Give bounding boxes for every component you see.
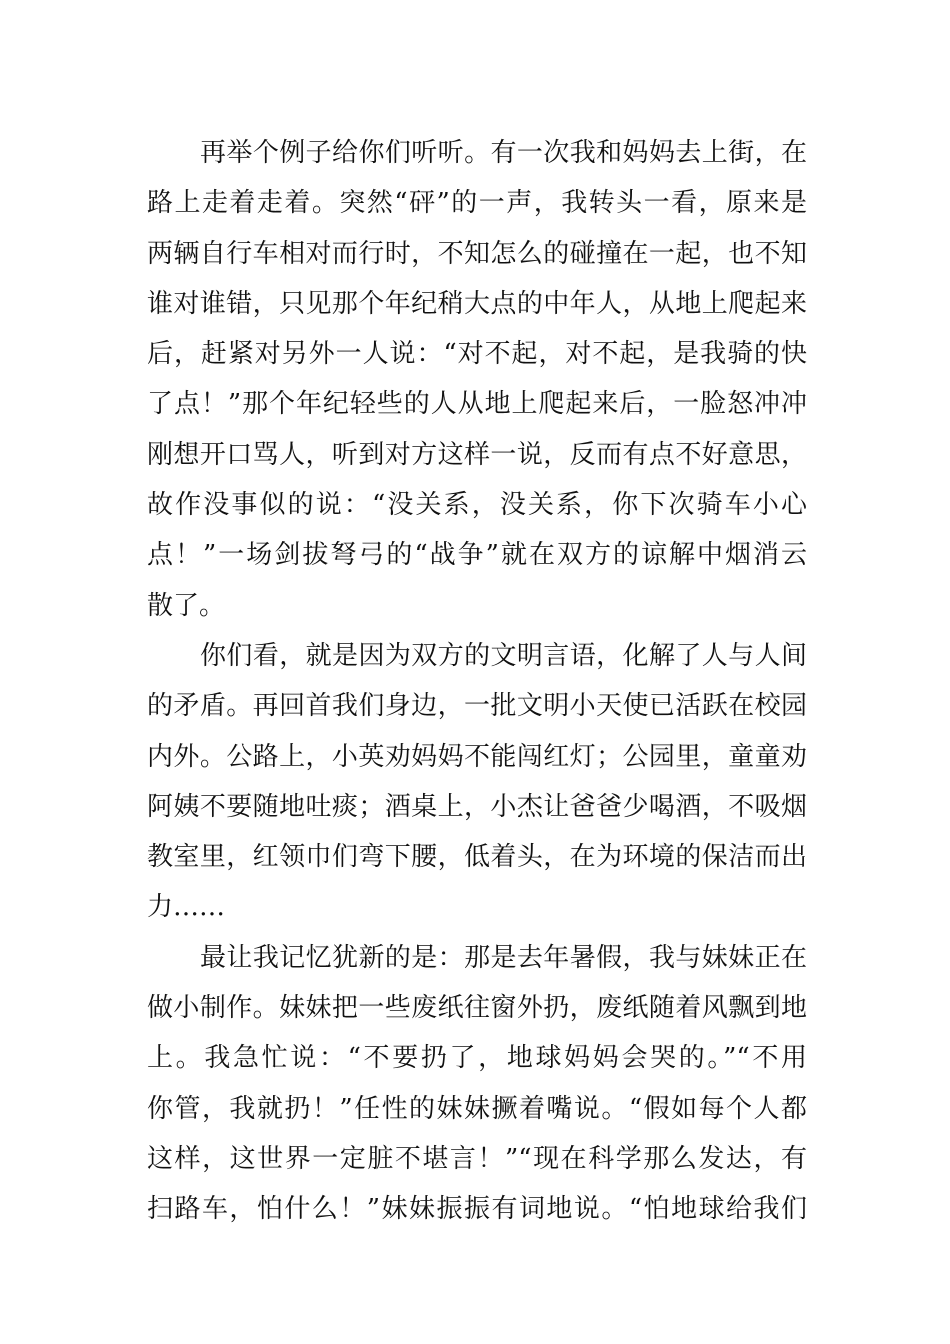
document-body [147,128,807,1235]
paragraph-1 [147,128,807,631]
text-line: 阿姨不要随地吐痰；酒桌上，小杰让爸爸少喝酒，不吸烟 [147,791,807,822]
text-line: 再举个例子给你们听听。有一次我和妈妈去上街，在 [200,138,807,168]
paragraph-3 [147,933,807,1235]
text-line: 最让我记忆犹新的是：那是去年暑假，我与妹妹正在 [200,942,807,973]
text-line: 两辆自行车相对而行时，不知怎么的碰撞在一起，也不知 [147,238,807,269]
text-line: 教室里，红领巾们弯下腰，低着头，在为环境的保洁而出 [147,842,807,873]
text-line: 点！”一场剑拔弩弓的“战争”就在双方的谅解中烟消云 [147,540,807,571]
text-line: 扫路车，怕什么！”妹妹振振有词地说。“怕地球给我们 [147,1194,807,1225]
text-line: 后，赶紧对另外一人说：“对不起，对不起，是我骑的快 [147,339,807,370]
text-line: 你管，我就扔！”任性的妹妹撅着嘴说。“假如每个人都 [147,1093,807,1124]
text-line: 了点！”那个年纪轻些的人从地上爬起来后，一脸怒冲冲 [147,389,807,420]
text-line: 这样，这世界一定脏不堪言！”“现在科学那么发达，有 [147,1143,807,1174]
text-line: 做小制作。妹妹把一些废纸往窗外扔，废纸随着风飘到地 [147,993,807,1024]
text-line: 刚想开口骂人，听到对方这样一说，反而有点不好意思， [147,439,807,470]
text-line: 上。我急忙说：“不要扔了，地球妈妈会哭的。”“不用 [147,1043,807,1074]
paragraph-2 [147,631,807,933]
text-line: 力…… [147,892,226,923]
text-line: 你们看，就是因为双方的文明言语，化解了人与人间 [200,640,807,671]
text-line: 内外。公路上，小英劝妈妈不能闯红灯；公园里，童童劝 [147,741,807,772]
text-line: 谁对谁错，只见那个年纪稍大点的中年人，从地上爬起来 [147,288,807,319]
text-line: 故作没事似的说：“没关系，没关系，你下次骑车小心 [147,490,807,521]
text-line: 的矛盾。再回首我们身边，一批文明小天使已活跃在校园 [147,691,807,722]
text-line: 路上走着走着。突然“砰”的一声，我转头一看，原来是 [147,188,807,219]
text-line: 散了。 [147,590,226,621]
